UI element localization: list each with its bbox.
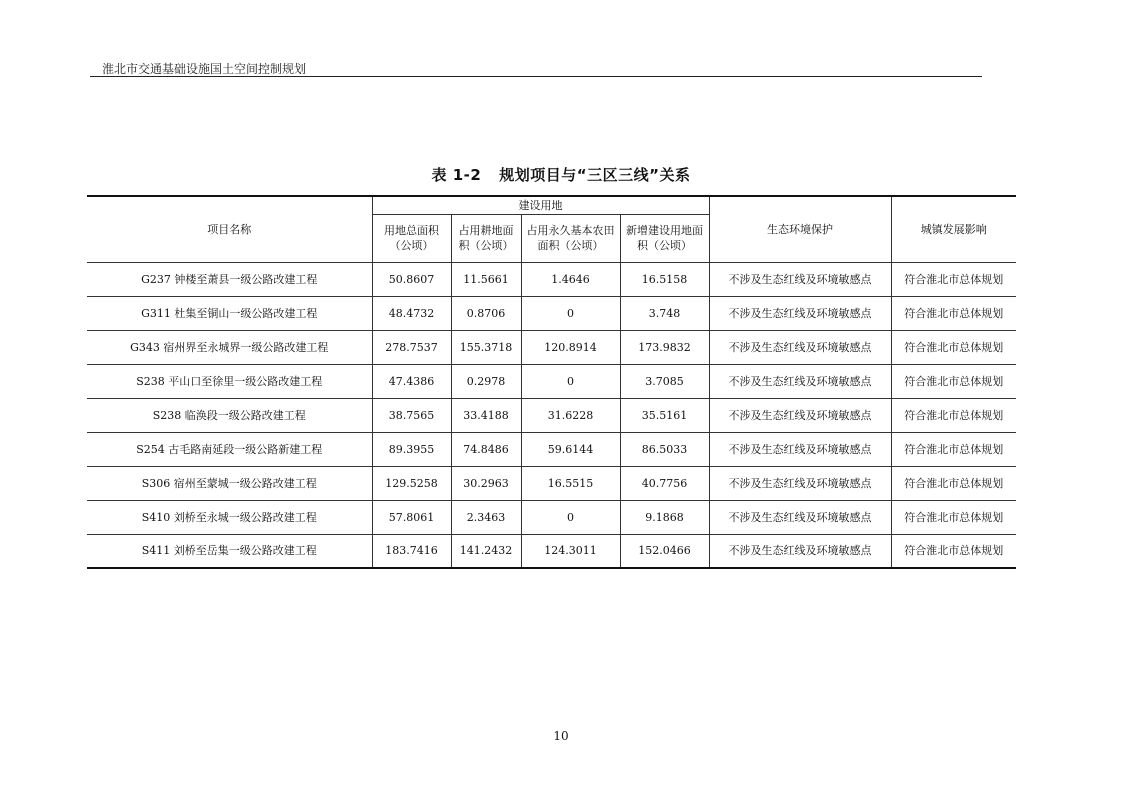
total-area-cell: 57.8061 — [372, 500, 451, 534]
urban-impact-cell: 符合淮北市总体规划 — [891, 534, 1016, 568]
table-row — [87, 466, 1016, 500]
urban-impact-cell: 符合淮北市总体规划 — [891, 262, 1016, 296]
table-caption — [0, 164, 1122, 185]
eco-protection-cell: 不涉及生态红线及环境敏感点 — [709, 500, 891, 534]
project-name-cell: S306 宿州至蒙城一级公路改建工程 — [87, 466, 372, 500]
farmland-area-cell: 141.2432 — [451, 534, 521, 568]
project-name-cell: S238 临涣段一级公路改建工程 — [87, 398, 372, 432]
table-caption-title: 规划项目与“三区三线”关系 — [499, 166, 691, 184]
header-eco-protection: 生态环境保护 — [709, 196, 891, 262]
header-new-construction-area: 新增建设用地面积（公顷） — [620, 214, 709, 262]
project-name-cell: G343 宿州界至永城界一级公路改建工程 — [87, 330, 372, 364]
total-area-cell: 183.7416 — [372, 534, 451, 568]
urban-impact-cell: 符合淮北市总体规划 — [891, 500, 1016, 534]
basic-farmland-area-cell: 1.4646 — [521, 262, 620, 296]
project-name-cell: G311 杜集至铜山一级公路改建工程 — [87, 296, 372, 330]
basic-farmland-area-cell: 0 — [521, 296, 620, 330]
basic-farmland-area-cell: 124.3011 — [521, 534, 620, 568]
total-area-cell: 38.7565 — [372, 398, 451, 432]
basic-farmland-area-cell: 59.6144 — [521, 432, 620, 466]
total-area-cell: 129.5258 — [372, 466, 451, 500]
project-relationship-table — [87, 195, 1016, 569]
urban-impact-cell: 符合淮北市总体规划 — [891, 330, 1016, 364]
header-basic-farmland-area: 占用永久基本农田面积（公顷） — [521, 214, 620, 262]
eco-protection-cell: 不涉及生态红线及环境敏感点 — [709, 466, 891, 500]
eco-protection-cell: 不涉及生态红线及环境敏感点 — [709, 398, 891, 432]
header-farmland-area: 占用耕地面积（公顷） — [451, 214, 521, 262]
total-area-cell: 47.4386 — [372, 364, 451, 398]
eco-protection-cell: 不涉及生态红线及环境敏感点 — [709, 330, 891, 364]
total-area-cell: 278.7537 — [372, 330, 451, 364]
project-name-cell: S238 平山口至徐里一级公路改建工程 — [87, 364, 372, 398]
new-construction-area-cell: 173.9832 — [620, 330, 709, 364]
new-construction-area-cell: 16.5158 — [620, 262, 709, 296]
table-row — [87, 432, 1016, 466]
new-construction-area-cell: 40.7756 — [620, 466, 709, 500]
total-area-cell: 48.4732 — [372, 296, 451, 330]
eco-protection-cell: 不涉及生态红线及环境敏感点 — [709, 534, 891, 568]
header-project-name: 项目名称 — [87, 196, 372, 262]
page-number: 10 — [553, 729, 569, 743]
table-row — [87, 330, 1016, 364]
eco-protection-cell: 不涉及生态红线及环境敏感点 — [709, 296, 891, 330]
project-name-cell: S254 古毛路南延段一级公路新建工程 — [87, 432, 372, 466]
urban-impact-cell: 符合淮北市总体规划 — [891, 364, 1016, 398]
farmland-area-cell: 2.3463 — [451, 500, 521, 534]
new-construction-area-cell: 3.7085 — [620, 364, 709, 398]
new-construction-area-cell: 3.748 — [620, 296, 709, 330]
farmland-area-cell: 30.2963 — [451, 466, 521, 500]
header-urban-impact: 城镇发展影响 — [891, 196, 1016, 262]
table-row — [87, 262, 1016, 296]
farmland-area-cell: 0.8706 — [451, 296, 521, 330]
total-area-cell: 89.3955 — [372, 432, 451, 466]
new-construction-area-cell: 35.5161 — [620, 398, 709, 432]
basic-farmland-area-cell: 31.6228 — [521, 398, 620, 432]
urban-impact-cell: 符合淮北市总体规划 — [891, 296, 1016, 330]
new-construction-area-cell: 9.1868 — [620, 500, 709, 534]
table-row — [87, 500, 1016, 534]
table-row — [87, 296, 1016, 330]
urban-impact-cell: 符合淮北市总体规划 — [891, 466, 1016, 500]
farmland-area-cell: 33.4188 — [451, 398, 521, 432]
eco-protection-cell: 不涉及生态红线及环境敏感点 — [709, 262, 891, 296]
document-header-title: 淮北市交通基础设施国土空间控制规划 — [102, 62, 307, 76]
eco-protection-cell: 不涉及生态红线及环境敏感点 — [709, 432, 891, 466]
basic-farmland-area-cell: 16.5515 — [521, 466, 620, 500]
header-total-area: 用地总面积（公顷） — [372, 214, 451, 262]
table-row — [87, 398, 1016, 432]
basic-farmland-area-cell: 120.8914 — [521, 330, 620, 364]
header-construction-land-group: 建设用地 — [372, 196, 709, 214]
project-name-cell: S410 刘桥至永城一级公路改建工程 — [87, 500, 372, 534]
farmland-area-cell: 74.8486 — [451, 432, 521, 466]
project-name-cell: S411 刘桥至岳集一级公路改建工程 — [87, 534, 372, 568]
farmland-area-cell: 0.2978 — [451, 364, 521, 398]
urban-impact-cell: 符合淮北市总体规划 — [891, 432, 1016, 466]
farmland-area-cell: 11.5661 — [451, 262, 521, 296]
table-row — [87, 534, 1016, 568]
total-area-cell: 50.8607 — [372, 262, 451, 296]
basic-farmland-area-cell: 0 — [521, 500, 620, 534]
farmland-area-cell: 155.3718 — [451, 330, 521, 364]
table-caption-number: 表 1-2 — [431, 166, 482, 184]
urban-impact-cell: 符合淮北市总体规划 — [891, 398, 1016, 432]
new-construction-area-cell: 152.0466 — [620, 534, 709, 568]
header-divider — [90, 76, 982, 77]
eco-protection-cell: 不涉及生态红线及环境敏感点 — [709, 364, 891, 398]
new-construction-area-cell: 86.5033 — [620, 432, 709, 466]
basic-farmland-area-cell: 0 — [521, 364, 620, 398]
table-row — [87, 364, 1016, 398]
project-name-cell: G237 钟楼至萧县一级公路改建工程 — [87, 262, 372, 296]
